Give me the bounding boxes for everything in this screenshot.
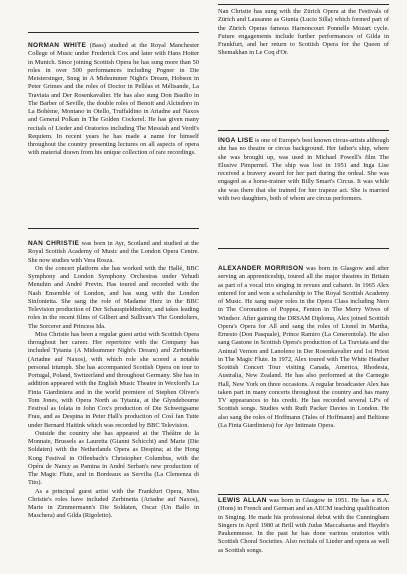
bio-text: was born in Ayr, Scotland and studied at the Royal Scottish Academy of Music and the London Opera Centre. She now studies with Vera Rosza. bbox=[28, 240, 199, 264]
bio-name: ALEXANDER MORRISON bbox=[218, 265, 304, 272]
bio-text: was born in Glasgow and after serving an apprenticeship, toured all the major theatres in Britain as part of a vocal trio singing in revues and cabaret. In 1965 Alex entered for and won a scholarship to The Royal Scottish Academy of Music. He sang major roles in the Opera Class including Nero in The Coronation of Poppea, Fenton in The Merry Wives of Windsor. After gaining the DRSAM Diploma, Alex joined Scottish Opera's Opera for All and sang the roles of Lionel in Martha, Ernesto (Don Pasquale), Prince Ramiro (La Cenerentola). He also sang Gastone in Scottish Opera's production of La Traviata and the Animal Vernon and Lanoleno in Der Rosenkavalier and 1st Priest in The Magic Flute. In 1972, Alex toured with The White Heather Scottish Concert Tour visiting Canada, America, Rhodesia, Australia, New Zealand. He has also performed at the Carnegie Hall, New York on three occasions. A regular broadcaster Alex has taken part in many concerts throughout the country and has many TV appearances to his credit. He has recorded several LP's of Scottish songs. Studies with Ruth Packer Davies in London. He also sang the roles of Hoffmann (Tales of Hoffmann) and Beltione (La Finta Giardiniera) for Ayr Intimate Opera. bbox=[218, 265, 389, 429]
bio-paragraph bbox=[218, 497, 389, 555]
bio-paragraph: On the concert platform she has worked with the Hallé, BBC Symphony and London Symphony Orchestras under Yehudi Menuhin and André Previn. Has toured and recorded with the Nash Ensemble of London, and has sung with the London Sinfonietta. She sang the role of Madame Herz in the BBC Television production of Der Schauspieldirektor, and takes leading roles in the recent films of Gilbert and Sullivan's The Gondoliers, The Sorcerer and Princess Ida. bbox=[28, 264, 199, 330]
divider-rule bbox=[28, 32, 199, 33]
divider-rule bbox=[218, 4, 389, 5]
bio-nan-christie bbox=[28, 240, 199, 574]
bio-paragraph bbox=[218, 265, 389, 430]
bio-name: NAN CHRISTIE bbox=[28, 240, 80, 247]
bio-paragraph: As a principal guest artist with the Frankfurt Opera, Miss Christie's roles have included Zerbinetta (Ariadne auf Naxos), Marie in Zimmermann's Die Soldaten, Oscar (Un Ballo in Maschera) and Gilda (Rigoletto). bbox=[28, 487, 199, 520]
bio-paragraph bbox=[218, 137, 389, 203]
bio-name: NORMAN WHITE bbox=[28, 42, 87, 49]
bio-name: INGA LISE bbox=[218, 137, 254, 144]
bio-paragraph: Nan Christie has sung with the Zürich Opera at the Festivals of Zürich and Lausanne as Giunia (Lucio Silla) which formed part of the Zürich Operas famous Harnoncourt Ponnelle Mozart cycle. Future engagements include further performances of Gilda in Frankfurt, and her return to Scottish Opera for the Queen of Shemakhan in Le Coq d'Or. bbox=[218, 8, 389, 57]
bio-text: is one of Europe's best known circus-artists although she has no theatre or circus background. Her father's ship, where she was brought up, was used in Michael Powell's film The Elusive Pimpernel. The ship was lost in 1951 and Inga Lise received a bravery award for her part during the ordeal. She was engaged as a horse-trainer with Billy Smart's Circus. It was while she was there that she trained for her trapeze act. She is married with two daughters, both of whom are circus performers. bbox=[218, 137, 389, 202]
divider-rule bbox=[28, 228, 199, 229]
bio-paragraph: Outside the country she has appeared at the Théâtre de la Monnaie, Brussels as Lauretta (Gianni Schicchi) and Marie (Die Soldaten) with the Netherlands Opera as Despina; at the Hong Kong Festival in Offenbach's Christopher Columbus, with the Opéra de Nancy as Pamina in André Serban's new production of The Magic Flute, and in Bordeaux as Servilia (La Clemenza di Tito). bbox=[28, 429, 199, 487]
bio-nan-christie-continued bbox=[218, 8, 389, 124]
bio-paragraph bbox=[28, 42, 199, 158]
bio-alexander-morrison bbox=[218, 265, 389, 487]
bio-text: (Bass) studied at the Royal Manchester College of Music under Frederick Cox and later with Hans Hotter in Munich. Since joining Scottish Opera he has sung more than 50 roles in over 500 performances including Pogner in Die Meistersinger, Snug in A Midsummer Night's Dream, Hobson in Peter Grimes and the roles of Doctor in Pelléas et Mélisande, La Traviata and Der Rosenkavalier. He has also sung Don Basilio in The Barber of Seville, the double roles of Benoit and Alcindoro in La Bohème, Montano in Otello, Truffaldino in Ariadne auf Naxos and General Polkan in The Golden Cockerel. He has given many recitals of Lieder and Oratorios including The Messiah and Verdi's Requiem. In recent years he has made a name for himself throughout the country presenting lectures on all aspects of opera with material drawn from his unique collection of rare recordings. bbox=[28, 42, 199, 157]
divider-rule bbox=[218, 494, 389, 495]
bio-lewis-allan bbox=[218, 497, 389, 574]
bio-inga-lise bbox=[218, 137, 389, 241]
bio-name: LEWIS ALLAN bbox=[218, 497, 267, 504]
bio-text: was born in Glasgow in 1951. He has a B.A. (Hons) in French and German and an AECM teaching qualification in Singing. He made his professional debut with the Cunningham Singers in April 1980 at Brill with Judas Maccabaeus and Haydn's Paukenmesse. In the past he has done various oratorios with Scottish Choral Societies. Also recitals of Lieder and opera as well as Scottish songs. bbox=[218, 497, 389, 554]
bio-paragraph: Miss Christie has been a regular guest artist with Scottish Opera throughout her career. Her repertoire with the Company has included Tytania (A Midsummer Night's Dream) and Zerbinetta (Ariadne auf Naxos), with which role she scored a notable personal triumph. She has accompanied Scottish Opera on tour to Portugal, Poland, Switzerland and throughout Germany. She has in addition appeared with the English Music Theatre in Wexford's La Finta Giardiniera and in the world premiere of Stephen Oliver's Tom Jones, with Opera North as Tytania, at the Glyndebourne Festival as Iolata in John Cox's production of Die Schweigsame Frau, and as Despina in Peter Hall's production of Così fan Tutte under Bernard Haitink which was recorded by BBC Television. bbox=[28, 330, 199, 429]
divider-rule bbox=[218, 248, 389, 249]
bio-norman-white bbox=[28, 42, 199, 224]
divider-rule bbox=[218, 130, 389, 131]
bio-paragraph bbox=[28, 240, 199, 265]
